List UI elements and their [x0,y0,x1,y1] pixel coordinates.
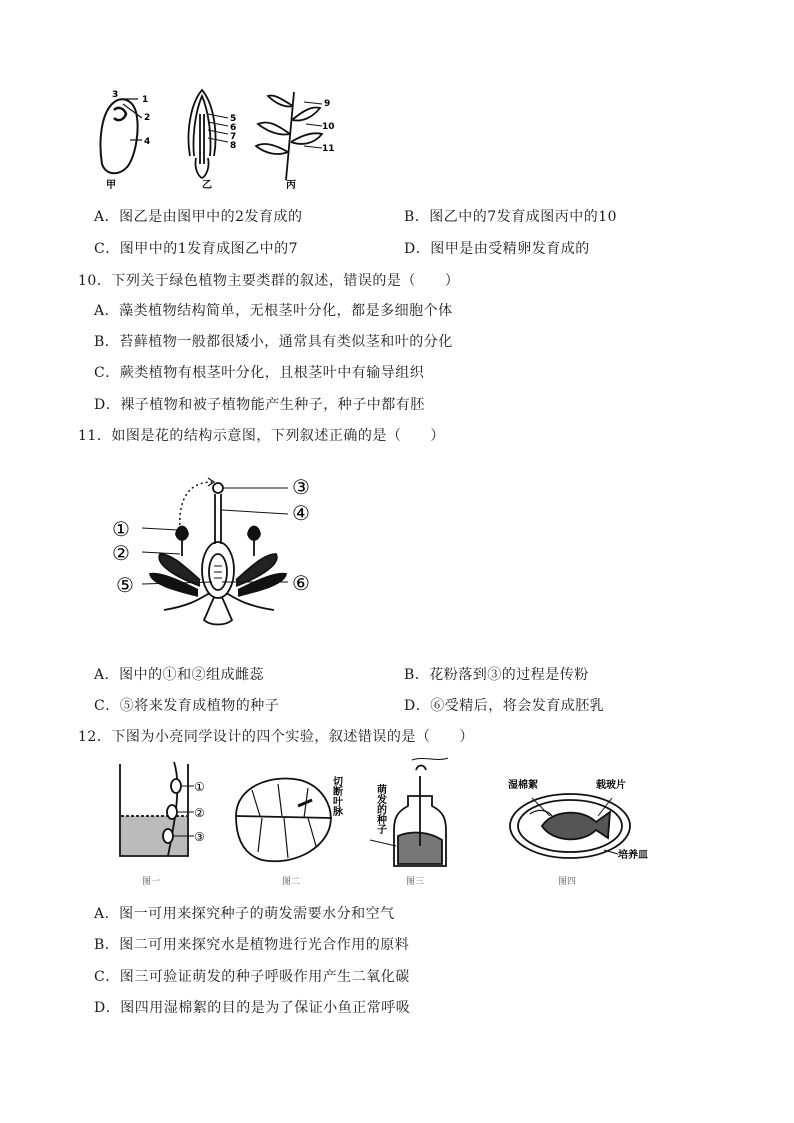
q9-option-b[interactable]: B．图乙中的7发育成图丙中的10 [404,209,618,225]
q12-option-c[interactable]: C．图三可验证萌发的种子呼吸作用产生二氧化碳 [94,969,410,985]
flower-label-4: ④ [292,501,310,525]
exp2-label-cut-vein: 切断叶脉 [330,776,342,816]
q11-stem: 11．如图是花的结构示意图，下列叙述正确的是（ ） [78,428,445,444]
fig9-label-2: 2 [144,113,151,123]
exp1-caption: 图一 [142,877,161,887]
exp1-label-1: ① [194,780,205,794]
q11-option-d[interactable]: D．⑥受精后，将会发育成胚乳 [404,698,605,714]
q10-stem: 10．下列关于绿色植物主要类群的叙述，错误的是（ ） [78,273,460,289]
exp4-label-wet-cotton: 湿棉絮 [508,780,538,791]
exp1-label-3: ③ [194,830,205,844]
fig9-label-9: 9 [324,99,331,109]
exp1-label-2: ② [194,806,205,820]
flower-label-3: ③ [292,475,310,499]
plant-bing-drawing [256,92,322,180]
fig9-label-5: 5 [230,114,237,124]
seedling-yi-drawing [189,90,229,178]
experiment-2-leaf [236,779,332,862]
q12-option-d[interactable]: D．图四用湿棉絮的目的是为了保证小鱼正常呼吸 [94,1000,411,1016]
q12-option-b[interactable]: B．图二可用来探究水是植物进行光合作用的原料 [94,937,410,953]
q12-stem: 12．下图为小亮同学设计的四个实验，叙述错误的是（ ） [78,729,474,745]
exp2-caption: 图二 [282,877,301,887]
q10-option-d[interactable]: D．裸子植物和被子植物能产生种子，种子中都有胚 [94,397,425,413]
exp3-label-seeds: 萌发的种子 [374,784,386,834]
fig9-label-8: 8 [230,141,237,151]
fig9-label-3: 3 [112,90,119,100]
flower-label-6: ⑥ [292,571,310,595]
fig9-label-6: 6 [230,123,237,133]
flower-label-1: ① [112,517,130,541]
q9-option-a[interactable]: A．图乙是由图甲中的2发育成的 [94,209,303,225]
q11-option-c[interactable]: C．⑤将来发育成植物的种子 [94,698,280,714]
fig9-caption-bing: 丙 [286,180,296,191]
q11-option-b[interactable]: B．花粉落到③的过程是传粉 [404,667,589,683]
flower-label-2: ② [112,541,130,565]
figure-flower-structure [108,470,328,636]
q11-option-a[interactable]: A．图中的①和②组成雌蕊 [94,667,265,683]
fig9-label-4: 4 [144,137,151,147]
q12-option-a[interactable]: A．图一可用来探究种子的萌发需要水分和空气 [94,906,395,922]
q9-option-c[interactable]: C．图甲中的1发育成图乙中的7 [94,241,299,257]
figure-four-experiments [112,756,652,892]
fig9-label-1: 1 [142,95,149,105]
exp4-label-dish: 培养皿 [618,850,648,861]
exp3-caption: 图三 [406,877,425,887]
exp4-caption: 图四 [558,877,577,887]
q9-option-d[interactable]: D．图甲是由受精卵发育成的 [404,241,590,257]
exp4-label-slide: 载玻片 [596,780,626,791]
q10-option-a[interactable]: A．藻类植物结构简单，无根茎叶分化，都是多细胞个体 [94,303,453,319]
q10-option-b[interactable]: B．苔藓植物一般都很矮小，通常具有类似茎和叶的分化 [94,334,453,350]
experiment-4-petri-dish [510,794,630,858]
experiment-1-beaker [120,762,194,856]
seed-jia-drawing [100,99,142,173]
fig9-caption-yi: 乙 [202,180,212,191]
flower-label-5: ⑤ [116,573,134,597]
figure-seed-germination [90,84,340,194]
fig9-label-7: 7 [230,132,237,142]
q10-option-c[interactable]: C．蕨类植物有根茎叶分化，且根茎叶中有输导组织 [94,365,425,381]
fig9-caption-jia: 甲 [106,180,116,191]
fig9-label-11: 11 [322,144,335,154]
fig9-label-10: 10 [322,122,335,132]
